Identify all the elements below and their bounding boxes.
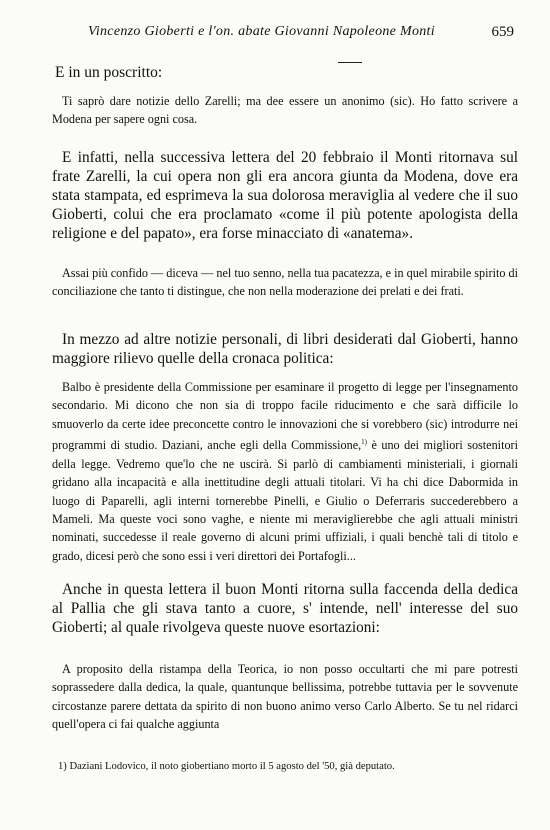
paragraph-dedica: Anche in questa lettera il buon Monti ritorna sulla faccenda della dedica al Pallia che gli stava tanto a cuore, s' intende, nell' interesse del suo Gioberti; al quale rivolgeva queste nuove esortazioni: (52, 581, 518, 636)
quote-cronaca-politica (52, 378, 518, 565)
quote-cronaca-part1: Balbo è presidente della Commissione per esaminare il progetto di legge per l'insegnamento secondario. Mi dicono che non sia di troppo facile riducimento e che sarà difficile lo smuoverlo da certe idee preconcette contro le innovazioni che si vorebbero (sic) introdurre nei programmi di studio. Daziani, anche egli della Commissione, (52, 380, 518, 453)
quote-senno: Assai più confido — diceva — nel tuo senno, nella tua pacatezza, e in quel mirabile spirito di conciliazione che tanto ti distingue, che non nella moderazione dei prelati e dei frati. (52, 266, 518, 299)
footnote: 1) Daziani Lodovico, il noto giobertiano morto il 5 agosto del '50, già deputato. (58, 761, 395, 772)
header-rule (338, 62, 362, 63)
running-title: Vincenzo Gioberti e l'on. abate Giovanni Napoleone Monti (88, 24, 435, 39)
page-number: 659 (491, 24, 514, 40)
footnote-reference: 1) (361, 438, 368, 447)
quote-cronaca-part2: è uno dei migliori sostenitori della legge. Vedremo que'lo che ne uscirà. Si parlò di cambiamenti ministeriali, i giornali gridano alla incapacità e alla inettitudine degli attuali titolari. Vi ha chi dice Dabormida in luogo di Paparelli, agli interni tornerebbe Pinelli, e Giulio o Deferraris succederebbero a Mameli. Ma queste voci sono vaghe, e niente mi meraviglierebbe che agli attuali ministri nominati, succedesse il reale governo di alcuni primi uffiziali, i quali benchè tali di titolo e grado, dicesi però che sono essi i veri direttori dei Portafogli... (52, 438, 518, 563)
running-header (0, 24, 550, 44)
quote-postscript: Ti saprò dare notizie dello Zarelli; ma dee essere un anonimo (sic). Ho fatto scrivere a Modena per sapere ogni cosa. (52, 94, 518, 127)
paragraph-cronaca: In mezzo ad altre notizie personali, di libri desiderati dal Gioberti, hanno maggiore rilievo quelle della cronaca politica: (52, 331, 518, 367)
postscript-heading: E in un poscritto: (55, 64, 163, 81)
paragraph-zarelli: E infatti, nella successiva lettera del 20 febbraio il Monti ritornava sul frate Zarelli, la cui opera non gli era ancora giunta da Modena, dove era stata stampata, ed esprimeva la sua dolorosa meraviglia al vedere che il suo Gioberti, colui che era proclamato «come il più potente apologista della religione e del papato», era forse minacciato di «anatema». (52, 149, 518, 242)
quote-teorica: A proposito della ristampa della Teorica, io non posso occultarti che mi pare potresti soprassedere dalla dedica, la quale, quantunque bellissima, potrebbe tuttavia per le sovvenute circostanze parere dettata da spirito di non buono animo verso Carlo Alberto. Se tu nel ridarci quell'opera ci fai qualche aggiunta (52, 662, 518, 732)
